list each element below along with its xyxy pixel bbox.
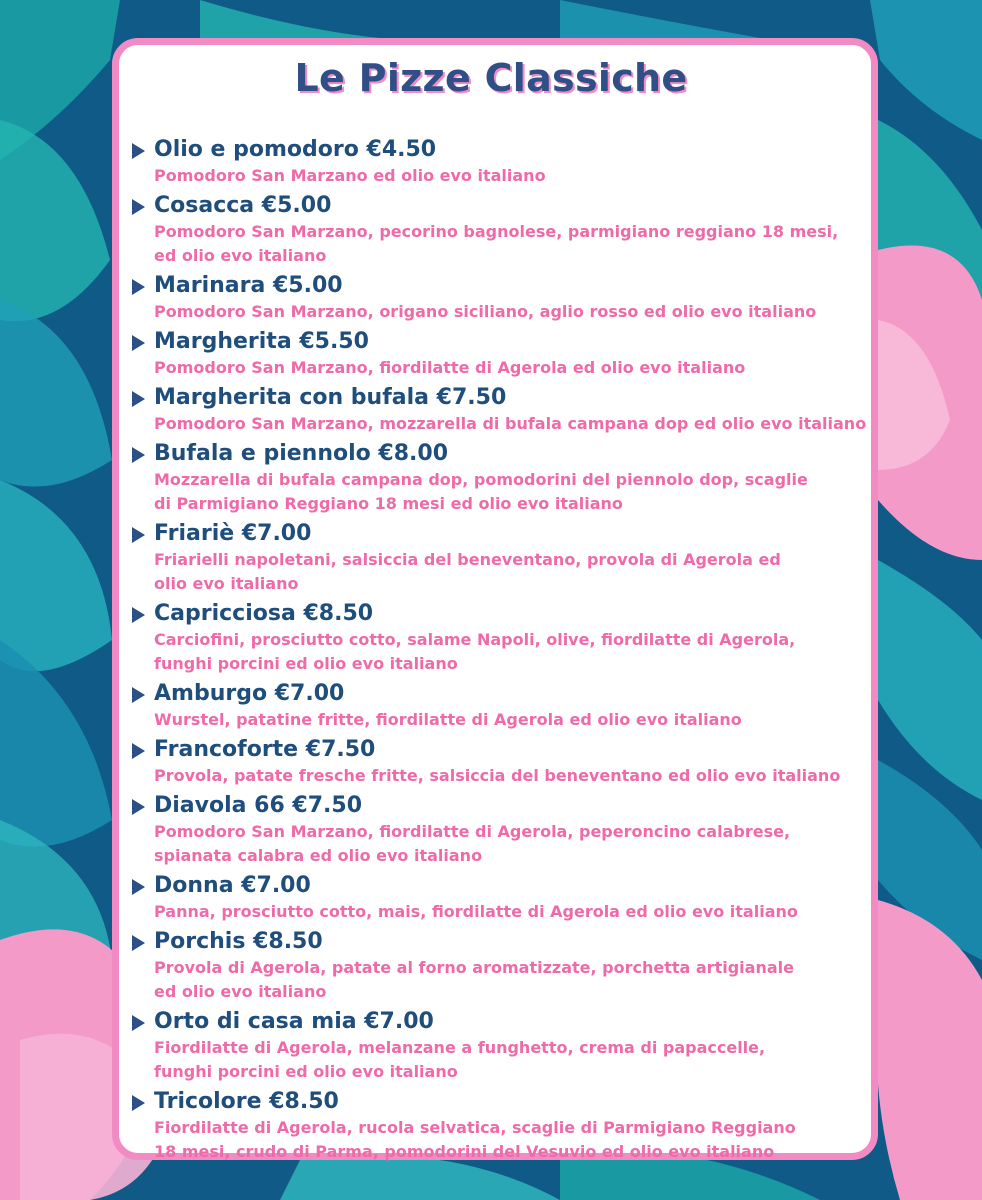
pizza-description — [154, 1036, 890, 1084]
arrow-bullet-icon — [132, 143, 145, 159]
menu-item — [130, 872, 890, 924]
menu-item — [130, 328, 890, 380]
description-line: Friarielli napoletani, salsiccia del beneventano, provola di Agerola ed — [154, 550, 781, 569]
description-line: ed olio evo italiano — [154, 246, 327, 265]
pizza-description — [154, 356, 890, 380]
description-line: Fiordilatte di Agerola, rucola selvatica, scaglie di Parmigiano Reggiano — [154, 1118, 796, 1137]
arrow-bullet-icon — [132, 391, 145, 407]
page-title: Le Pizze Classiche — [294, 56, 688, 100]
description-line: 18 mesi, crudo di Parma, pomodorini del Vesuvio ed olio evo italiano — [154, 1142, 775, 1161]
description-line: Pomodoro San Marzano, origano siciliano, aglio rosso ed olio evo italiano — [154, 302, 817, 321]
arrow-bullet-icon — [132, 527, 145, 543]
description-line: Provola, patate fresche fritte, salsiccia del beneventano ed olio evo italiano — [154, 766, 841, 785]
description-line: Pomodoro San Marzano, fiordilatte di Agerola ed olio evo italiano — [154, 358, 746, 377]
menu-item — [130, 384, 890, 436]
arrow-bullet-icon — [132, 447, 145, 463]
menu-item — [130, 600, 890, 676]
menu-item — [130, 736, 890, 788]
menu-item — [130, 1008, 890, 1084]
arrow-bullet-icon — [132, 687, 145, 703]
pizza-description — [154, 900, 890, 924]
description-line: Mozzarella di bufala campana dop, pomodorini del piennolo dop, scaglie — [154, 470, 808, 489]
pizza-name-price: Margherita con bufala €7.50 — [154, 385, 507, 410]
description-line: Carciofini, prosciutto cotto, salame Napoli, olive, fiordilatte di Agerola, — [154, 630, 796, 649]
menu-item — [130, 136, 890, 188]
menu-item — [130, 1088, 890, 1164]
pizza-name-price: Capricciosa €8.50 — [154, 601, 374, 626]
pizza-menu-list — [130, 136, 890, 1168]
description-line: ed olio evo italiano — [154, 982, 327, 1001]
menu-item — [130, 928, 890, 1004]
pizza-name-price: Margherita €5.50 — [154, 329, 369, 354]
pizza-description — [154, 468, 890, 516]
pizza-name-price: Amburgo €7.00 — [154, 681, 345, 706]
pizza-name-price: Porchis €8.50 — [154, 929, 323, 954]
pizza-name-price: Friariè €7.00 — [154, 521, 312, 546]
menu-item — [130, 192, 890, 268]
menu-item — [130, 520, 890, 596]
description-line: funghi porcini ed olio evo italiano — [154, 654, 458, 673]
pizza-description — [154, 708, 890, 732]
pizza-description — [154, 956, 890, 1004]
description-line: Panna, prosciutto cotto, mais, fiordilatte di Agerola ed olio evo italiano — [154, 902, 798, 921]
pizza-description — [154, 628, 890, 676]
pizza-name-price: Bufala e piennolo €8.00 — [154, 441, 449, 466]
arrow-bullet-icon — [132, 279, 145, 295]
description-line: Pomodoro San Marzano, fiordilatte di Agerola, peperoncino calabrese, — [154, 822, 791, 841]
arrow-bullet-icon — [132, 935, 145, 951]
pizza-description — [154, 300, 890, 324]
pizza-name-price: Francoforte €7.50 — [154, 737, 376, 762]
arrow-bullet-icon — [132, 799, 145, 815]
pizza-name-price: Cosacca €5.00 — [154, 193, 332, 218]
description-line: Fiordilatte di Agerola, melanzane a funghetto, crema di papaccelle, — [154, 1038, 766, 1057]
pizza-name-price: Donna €7.00 — [154, 873, 311, 898]
description-line: olio evo italiano — [154, 574, 299, 593]
description-line: spianata calabra ed olio evo italiano — [154, 846, 483, 865]
description-line: Pomodoro San Marzano ed olio evo italiano — [154, 166, 546, 185]
pizza-description — [154, 764, 890, 788]
arrow-bullet-icon — [132, 1015, 145, 1031]
menu-item — [130, 440, 890, 516]
arrow-bullet-icon — [132, 199, 145, 215]
pizza-name-price: Tricolore €8.50 — [154, 1089, 339, 1114]
description-line: di Parmigiano Reggiano 18 mesi ed olio evo italiano — [154, 494, 623, 513]
pizza-description — [154, 548, 890, 596]
menu-item — [130, 792, 890, 868]
pizza-description — [154, 412, 890, 436]
pizza-description — [154, 164, 890, 188]
arrow-bullet-icon — [132, 1095, 145, 1111]
pizza-name-price: Marinara €5.00 — [154, 273, 343, 298]
pizza-name-price: Olio e pomodoro €4.50 — [154, 137, 437, 162]
pizza-name-price: Diavola 66 €7.50 — [154, 793, 363, 818]
description-line: funghi porcini ed olio evo italiano — [154, 1062, 458, 1081]
pizza-description — [154, 1116, 890, 1164]
description-line: Pomodoro San Marzano, mozzarella di bufala campana dop ed olio evo italiano — [154, 414, 867, 433]
arrow-bullet-icon — [132, 743, 145, 759]
pizza-description — [154, 220, 890, 268]
description-line: Wurstel, patatine fritte, fiordilatte di Agerola ed olio evo italiano — [154, 710, 742, 729]
pizza-description — [154, 820, 890, 868]
description-line: Provola di Agerola, patate al forno aromatizzate, porchetta artigianale — [154, 958, 794, 977]
menu-item — [130, 272, 890, 324]
pizza-name-price: Orto di casa mia €7.00 — [154, 1009, 434, 1034]
arrow-bullet-icon — [132, 335, 145, 351]
menu-item — [130, 680, 890, 732]
description-line: Pomodoro San Marzano, pecorino bagnolese, parmigiano reggiano 18 mesi, — [154, 222, 839, 241]
arrow-bullet-icon — [132, 607, 145, 623]
arrow-bullet-icon — [132, 879, 145, 895]
